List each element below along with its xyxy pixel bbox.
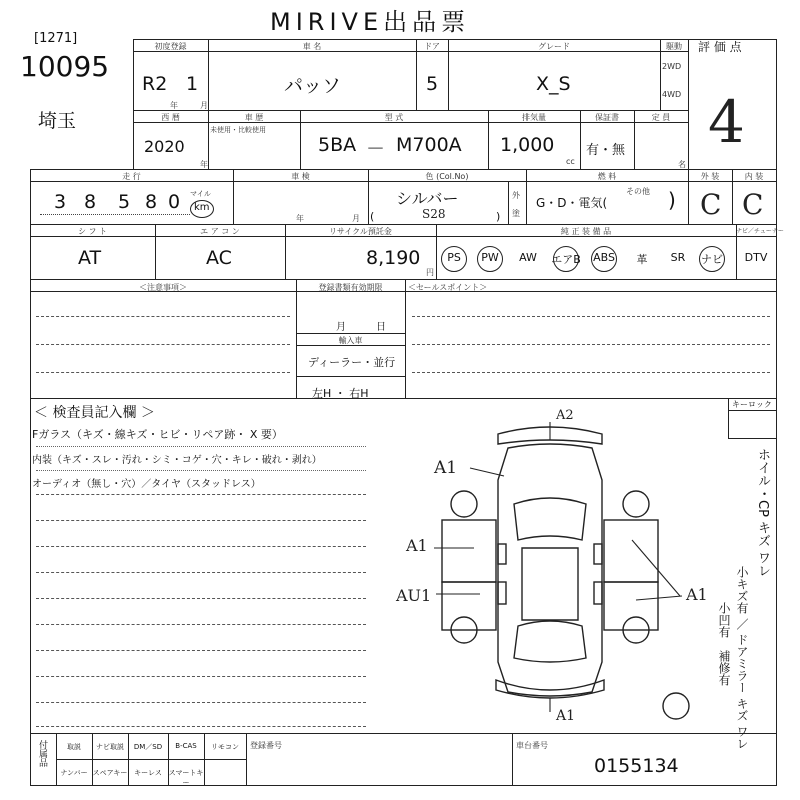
value-displacement: 1,000 (500, 134, 555, 156)
value-chassis-number: 0155134 (594, 755, 679, 777)
equip-item: SR (670, 251, 686, 264)
region: 埼玉 (38, 110, 77, 132)
equip-item: ナビ (701, 253, 723, 266)
inspector-line-audio: オーディオ（無し・穴）／タイヤ（スタッドレス） (32, 479, 261, 490)
form-title: MIRIVE出品票 (270, 8, 471, 36)
accessory-item: DM／SD (133, 743, 163, 751)
label-drive: 駆動 (666, 42, 682, 51)
value-recycle: 8,190 (366, 247, 421, 269)
equip-item: PW (481, 251, 499, 264)
label-model: 型 式 (384, 113, 404, 122)
label-shift: シ フ ト (77, 227, 108, 236)
label-color: 色 (Col.No) (425, 172, 469, 181)
label-vehicle: 車 歴 (244, 113, 264, 122)
drive-4wd: 4WD (662, 90, 682, 99)
value-steering: 左H ・ 右H (312, 387, 369, 400)
mileage-digit: 8 (145, 191, 158, 213)
value-warranty: 有・無 (586, 143, 626, 158)
value-color: シルバー (396, 189, 459, 208)
label-inspection: 車 検 (291, 172, 310, 181)
label-recycle: リサイクル預託金 (329, 227, 392, 236)
damage-mark-right: A1 (686, 585, 708, 604)
accessory-item: ナビ取説 (96, 743, 124, 751)
mileage-digit: 0 (168, 191, 181, 213)
label-inspector: ＜ 検査員記入欄 ＞ (34, 405, 155, 421)
label-reg-deadline: 登録書類有効期限 (318, 283, 383, 292)
mileage-digit: 5 (118, 191, 131, 213)
unit-gaisha: 外 (512, 191, 520, 200)
value-model-dash: － (366, 138, 386, 160)
value-import-dealer: ディーラー・並行 (308, 356, 396, 369)
damage-mark-left-door: A1 (406, 536, 428, 555)
label-model-year: 西 暦 (161, 113, 180, 122)
label-aircon: エ ア コ ン (200, 227, 240, 236)
equip-item: AW (519, 251, 537, 264)
equip-item: DTV (744, 251, 768, 264)
value-model-year: 2020 (144, 137, 185, 156)
mileage-digit: 8 (84, 191, 97, 213)
unit-year-1: 年 (170, 101, 178, 110)
accessory-item: B-CAS (175, 742, 197, 750)
label-doors: ドア (424, 42, 440, 51)
equip-item: エアB (551, 253, 581, 266)
label-sales-point: ＜セールスポイント＞ (408, 283, 488, 292)
lot-bracket: [1271] (34, 31, 78, 46)
mileage-digit: 3 (54, 191, 67, 213)
unit-tou: 塗 (512, 209, 520, 218)
unit-year-2: 年 (200, 160, 208, 169)
color-open-paren: ( (370, 210, 375, 223)
side-note-mirror: 小キズ有 ／ ドアミラー キズ ワレ (735, 566, 749, 750)
unit-month-1: 月 (200, 101, 208, 110)
unit-cc: cc (566, 157, 575, 166)
damage-mark-front: A1 (556, 708, 576, 724)
value-era: R2 (142, 73, 168, 95)
unit-capacity: 名 (678, 160, 686, 169)
label-displacement: 排気量 (522, 113, 546, 122)
label-grade: グレード (538, 42, 570, 51)
damage-mark-rear: A2 (556, 408, 574, 423)
label-warranty: 保証書 (595, 113, 619, 122)
inspector-line-glass: Fガラス（キズ・線キズ・ヒビ・リペア跡・ X 要） (32, 428, 283, 441)
value-model-code: M700A (396, 134, 462, 156)
color-close-paren: ) (496, 210, 501, 223)
accessory-item: スペアキー (92, 769, 128, 777)
value-grade: X_S (536, 73, 571, 95)
label-vehicle-sub: 未使用・比較使用 (210, 126, 266, 134)
label-accessories: 付属品 (37, 740, 47, 767)
value-rating: 4 (708, 88, 745, 156)
car-damage-diagram (380, 400, 730, 732)
inspector-line-interior: 内装（キズ・スレ・汚れ・シミ・コゲ・穴・キレ・破れ・剥れ） (32, 455, 322, 466)
value-model-prefix: 5BA (318, 134, 357, 156)
unit-mile: マイル (190, 190, 211, 198)
value-fuel-close: ) (668, 188, 676, 212)
value-doors: 5 (426, 73, 439, 95)
label-reg-number: 登録番号 (250, 741, 282, 750)
drive-2wd: 2WD (662, 62, 682, 71)
value-month-day: 月 日 (336, 322, 386, 333)
label-import: 輸入車 (338, 336, 363, 345)
equip-item: 革 (636, 253, 648, 266)
unit-yen: 円 (426, 268, 434, 277)
equip-item: ABS (593, 251, 615, 264)
label-navi-tuner: ナビ／チューナー (736, 228, 784, 235)
value-shift: AT (78, 247, 102, 269)
side-note-dent: 小凹有 補修有 (717, 602, 731, 686)
accessory-item: スマートキー (168, 769, 204, 787)
label-fuel: 燃 料 (597, 172, 617, 181)
label-chassis-number: 車台番号 (516, 741, 548, 750)
accessory-item: キーレス (134, 769, 162, 777)
damage-mark-left-lower: AU1 (396, 586, 432, 605)
value-interior: C (742, 188, 764, 221)
side-note-wheel: ホイル・CP キズ ワレ (755, 448, 770, 578)
value-exterior: C (700, 188, 722, 221)
label-first-reg: 初度登録 (154, 42, 187, 51)
label-notes: ＜注意事項＞ (139, 283, 187, 292)
label-equipment: 純 正 装 備 品 (560, 227, 612, 236)
value-color-no: S28 (422, 207, 446, 221)
unit-month-3: 月 (352, 214, 360, 223)
label-car-name: 車 名 (302, 42, 322, 51)
value-era-month: 1 (186, 73, 199, 95)
unit-year-3: 年 (296, 214, 304, 223)
accessory-item: リモコン (211, 743, 239, 751)
value-fuel-other: その他 (626, 187, 650, 196)
label-interior: 内 装 (744, 172, 764, 181)
equip-item: PS (447, 251, 461, 264)
unit-km: km (194, 202, 210, 213)
accessory-item: ナンバー (60, 769, 88, 777)
label-capacity: 定 員 (651, 113, 671, 122)
damage-mark-rear-left: A1 (434, 458, 458, 478)
label-exterior: 外 装 (700, 172, 720, 181)
label-rating: 評 価 点 (698, 40, 742, 54)
label-keylock: キーロック (732, 400, 772, 409)
value-car-name: パッソ (284, 75, 342, 97)
value-fuel: G・D・電気( (536, 196, 608, 210)
label-mileage: 走 行 (122, 172, 141, 181)
accessory-item: 取説 (67, 743, 81, 751)
value-aircon: AC (206, 247, 232, 269)
lot-number: 10095 (20, 50, 110, 83)
